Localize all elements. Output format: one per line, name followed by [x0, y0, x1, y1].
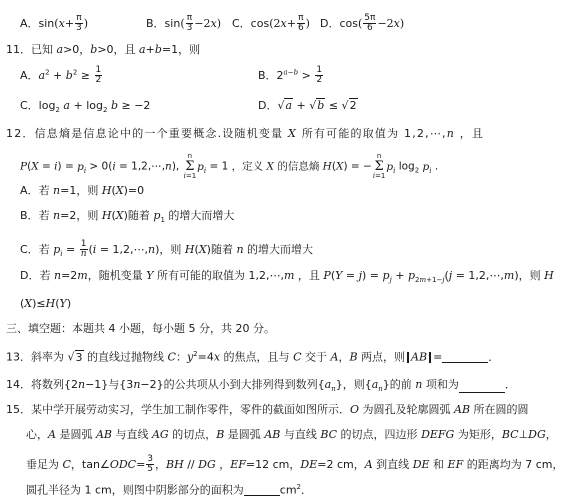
q12-option-c: C．若 $p_i$ = $\frac{1}{n}$ (i = 1,2,⋯,n)，则 H(X)随着 n 的增大而增大 [20, 239, 314, 260]
q11-option-b: B．$2^{a-b}$ > $\frac{1}{2}$ [258, 65, 323, 86]
q14: 14．将数列{2n−1}与{3n−2}的公共项从小到大排列得到数列$\{a_n\}$，则$\{a_n\}$的前 n 项和为 ． [6, 378, 516, 394]
q12-stem-line2: $P(X = i) = p_i > 0(i$ = 1,2,⋯,n), n Σ $i=1p_i = 1$ ，定义 X 的信息熵 H(X) = −n Σ $i=1p_i$ $\log_2 p_i$ . [20, 152, 439, 180]
q11-option-c: C．$\log_2 a + \log_2 b \ge -2$ [20, 99, 151, 115]
q11-option-a: A．$a^2 + b^2$ ≥ $\frac{1}{2}$ [20, 65, 102, 86]
q12-option-d-line2: (X)≤H(Y) [20, 297, 72, 310]
q15-line3: 垂足为 C，tan∠ODC= $\frac{3}{5}$ ，BH // DG ，EF=12 cm，DE=2 cm，A 到直线 DE 和 EF 的距离均为 7 cm， [26, 454, 563, 475]
q12-stem-line1: 12．信息熵是信息论中的一个重要概念.设随机变量 X 所有可能的取值为 1,2,⋯,n ，且 [6, 127, 485, 140]
q12-option-d-line1: D．若 n=2m，随机变量 Y 所有可能的取值为 1,2,⋯,m ，且 $P(Y = j) = p_j + p_{2m+1-j}(j$ = 1,2,⋯,m)，则 H [20, 269, 554, 285]
q10-option-d: D．cos( $\frac{5\pi}{6}$ −2x) [320, 13, 405, 34]
q15-line4: 圆孔半径为 1 cm，则图中阴影部分的面积为 $cm^2$． [26, 483, 312, 497]
q12-option-a: A．若 n=1，则 H(X)=0 [20, 184, 145, 197]
section-3-header: 三、填空题：本题共 4 小题，每小题 5 分，共 20 分。 [6, 322, 275, 335]
q10-option-c: C．cos(2x+ $\frac{\pi}{6}$ ) [232, 13, 310, 34]
q10-option-a: A．sin(x+ $\frac{\pi}{3}$ ) [20, 13, 89, 34]
q15-line1: 15．某中学开展劳动实习，学生加工制作零件，零件的截面如图所示．O 为圆孔及轮廓圆弧 AB 所在圆的圆 [6, 403, 529, 416]
q10-option-b: B．sin( $\frac{\pi}{3}$ −2x) [146, 13, 222, 34]
q11-stem: 11．已知 a>0，b>0，且 a+b=1，则 [6, 43, 201, 56]
q15-line2: 心，A 是圆弧 AB 与直线 AG 的切点，B 是圆弧 AB 与直线 BC 的切点，四边形 DEFG 为矩形，BC⊥DG， [26, 428, 557, 441]
q11-option-d: D．√a + √b ≤ √2 [258, 99, 357, 112]
q12-option-b: B．若 n=2，则 H(X)随着 $p_1$ 的增大而增大 [20, 209, 235, 225]
q13: 13．斜率为 √3 的直线过抛物线 C：$y^2=4x$ 的焦点，且与 C 交于 A，B 两点，则 AB = ． [6, 350, 500, 364]
